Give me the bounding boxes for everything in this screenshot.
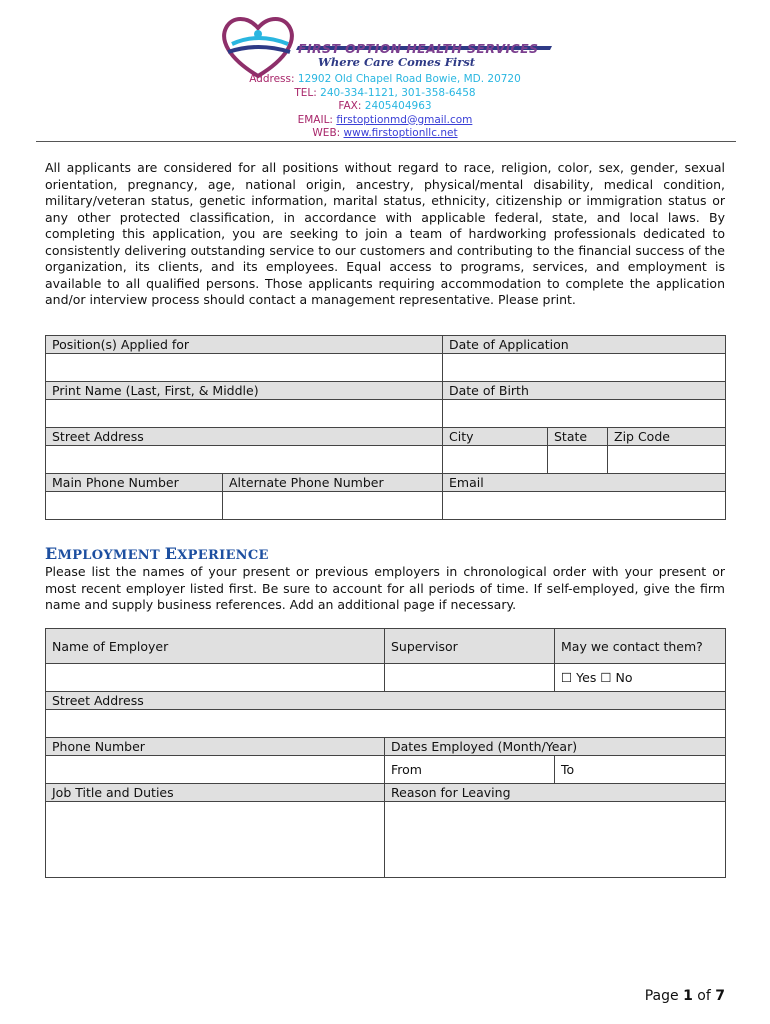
city-field[interactable] — [443, 446, 548, 474]
company-name: FIRST OPTION HEALTH SERVICES — [298, 41, 539, 56]
header-divider — [36, 141, 736, 142]
job-title-label: Job Title and Duties — [46, 784, 385, 802]
contact-block — [0, 73, 770, 141]
city-label: City — [443, 428, 548, 446]
main-phone-label: Main Phone Number — [46, 474, 223, 492]
state-field[interactable] — [548, 446, 608, 474]
email-link[interactable]: firstoptionmd@gmail.com — [336, 113, 473, 126]
page-indicator: Page 1 of 7 — [644, 988, 725, 1004]
from-date-field[interactable] — [385, 756, 555, 784]
employer-phone-label: Phone Number — [46, 738, 385, 756]
applicant-info-table — [45, 335, 726, 520]
fax-line: FAX: 2405404963 — [338, 100, 432, 112]
print-name-label: Print Name (Last, First, & Middle) — [46, 382, 443, 400]
eeo-statement: All applicants are considered for all positions without regard to race, religion, color, sex, gender, sexual orientation, pregnancy, age, national origin, ancestry, physical/mental disability, medical condition, military/veteran status, genetic information, marital status, ethnicity, citizenship or immigration status or any other protected classification, in accordance with applicable federal, state, and local laws. By completing this application, you are seeking to join a team of hardworking professionals dedicated to consistently delivering outstanding service to our customers and contributing to the financial success of the organization, its clients, and its employees. Equal access to programs, services, and employment is available to all qualified persons. Those applicants requiring accommodation to complete the application and/or interview process should contact a management representative. Please print. — [45, 160, 725, 307]
employer-phone-field[interactable] — [46, 756, 385, 784]
date-of-birth-label: Date of Birth — [443, 382, 726, 400]
print-name-field[interactable] — [46, 400, 443, 428]
email-label: Email — [443, 474, 726, 492]
email-line: EMAIL: firstoptionmd@gmail.com — [297, 113, 473, 126]
alternate-phone-field[interactable] — [223, 492, 443, 520]
company-tagline: Where Care Comes First — [318, 55, 476, 69]
zip-code-label: Zip Code — [608, 428, 726, 446]
current-page-number: 1 — [683, 988, 693, 1004]
employer-name-field[interactable] — [46, 664, 385, 692]
total-pages-number: 7 — [715, 988, 725, 1004]
date-of-birth-field[interactable] — [443, 400, 726, 428]
contact-no-checkbox[interactable]: ☐ No — [600, 670, 633, 685]
main-phone-field[interactable] — [46, 492, 223, 520]
to-label: To — [561, 762, 575, 777]
email-field[interactable] — [443, 492, 726, 520]
street-address-label: Street Address — [46, 428, 443, 446]
address-value: 12902 Old Chapel Road Bowie, MD. 20720 — [297, 73, 521, 85]
position-label: Position(s) Applied for — [46, 336, 443, 354]
contact-options — [555, 664, 726, 692]
date-of-application-label: Date of Application — [443, 336, 726, 354]
reason-for-leaving-field[interactable] — [385, 802, 726, 878]
from-label: From — [391, 762, 422, 777]
employment-instructions: Please list the names of your present or previous employers in chronological order with your present or most recent employer listed first. Be sure to account for all periods of time. If self-employed, give the firm name and supply business references. Add an additional page if necessary. — [45, 564, 725, 612]
employer-name-label: Name of Employer — [46, 629, 385, 664]
may-we-contact-label: May we contact them? — [555, 629, 726, 664]
job-title-field[interactable] — [46, 802, 385, 878]
employment-experience-heading: EMPLOYMENT EXPERIENCE — [45, 544, 269, 563]
street-address-field[interactable] — [46, 446, 443, 474]
employment-table — [45, 628, 726, 878]
supervisor-field[interactable] — [385, 664, 555, 692]
zip-code-field[interactable] — [608, 446, 726, 474]
position-field[interactable] — [46, 354, 443, 382]
to-date-field[interactable] — [555, 756, 726, 784]
address-line: Address: 12902 Old Chapel Road Bowie, MD. 20720 — [249, 73, 521, 85]
fax-value: 2405404963 — [364, 100, 432, 112]
reason-for-leaving-label: Reason for Leaving — [385, 784, 726, 802]
alternate-phone-label: Alternate Phone Number — [223, 474, 443, 492]
contact-yes-checkbox[interactable]: ☐ Yes — [561, 670, 597, 685]
supervisor-label: Supervisor — [385, 629, 555, 664]
web-line: WEB: www.firstoptionllc.net — [312, 127, 458, 139]
dates-employed-label: Dates Employed (Month/Year) — [385, 738, 726, 756]
tel-value: 240-334-1121, 301-358-6458 — [320, 86, 476, 99]
date-of-application-field[interactable] — [443, 354, 726, 382]
employer-street-label: Street Address — [46, 692, 726, 710]
tel-line: TEL: 240-334-1121, 301-358-6458 — [294, 86, 476, 99]
web-link[interactable]: www.firstoptionllc.net — [343, 127, 458, 139]
state-label: State — [548, 428, 608, 446]
employer-street-field[interactable] — [46, 710, 726, 738]
